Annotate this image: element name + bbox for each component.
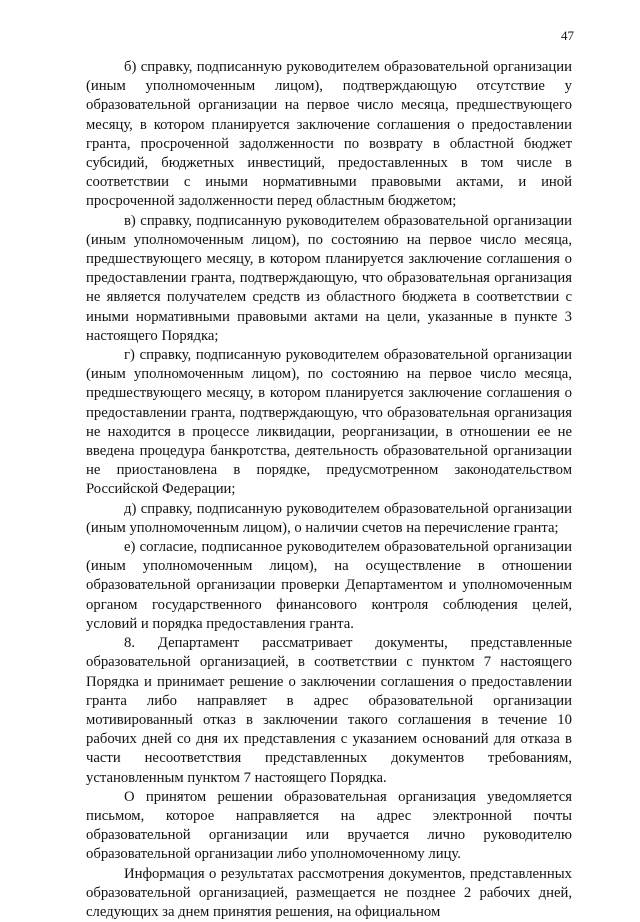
paragraph-d: д) справку, подписанную руководителем образовательной организации (иным уполномоченным лицом), о наличии счетов на перечисление гранта; <box>86 500 572 536</box>
paragraph-g: г) справку, подписанную руководителем образовательной организации (иным уполномоченным лицом), по состоянию на первое число месяца, предшествующего месяцу, в котором планируется заключение соглашения о предоставлении гранта, подтверждающую, что образовательная организация не находится в процессе ликвидации, реорганизации, в отношении ее не введена процедура банкротства, деятельность образовательной организации не приостановлена в порядке, предусмотренном законодательством Российской Федерации; <box>86 347 572 498</box>
document-body <box>86 58 572 922</box>
paragraph-information: Информация о результатах рассмотрения документов, представленных образовательной организацией, размещается не позднее 2 рабочих дней, следующих за днем принятия решения, на официальном <box>86 865 572 920</box>
paragraph-notification: О принятом решении образовательная организация уведомляется письмом, которое направляется на адрес электронной почты образовательной организации или вручается лично руководителю образовательной организации либо уполномоченному лицу. <box>86 788 572 863</box>
page-number: 47 <box>561 28 574 43</box>
paragraph-b: б) справку, подписанную руководителем образовательной организации (иным уполномоченным лицом), подтверждающую отсутствие у образовательной организации на первое число месяца, предшествующего месяцу, в котором планируется заключение соглашения о предоставлении гранта, просроченной задолженности по возврату в областной бюджет субсидий, бюджетных инвестиций, предоставленных в том числе в соответствии с иными нормативными правовыми актами, и иной просроченной задолженности перед областным бюджетом; <box>86 59 572 210</box>
paragraph-e: е) согласие, подписанное руководителем образовательной организации (иным уполномоченным лицом), на осуществление в отношении образовательной организации проверки Департаментом и уполномоченным органом государственного финансового контроля соблюдения целей, условий и порядка предоставления гранта. <box>86 539 572 632</box>
paragraph-8: 8. Департамент рассматривает документы, представленные образовательной организацией, в соответствии с пунктом 7 настоящего Порядка и принимает решение о заключении соглашения о предоставлении гранта либо направляет в адрес образовательной организации мотивированный отказ в заключении такого соглашения в течение 10 рабочих дней со дня их представления с указанием оснований для отказа в части несоответствия представленных документов требованиям, установленным пунктом 7 настоящего Порядка. <box>86 635 572 786</box>
paragraph-v: в) справку, подписанную руководителем образовательной организации (иным уполномоченным лицом), по состоянию на первое число месяца, предшествующего месяцу, в котором планируется заключение соглашения о предоставлении гранта, подтверждающую, что образовательная организация не является получателем средств из областного бюджета в соответствии с иными нормативными правовыми актами на цели, указанные в пункте 3 настоящего Порядка; <box>86 212 572 344</box>
